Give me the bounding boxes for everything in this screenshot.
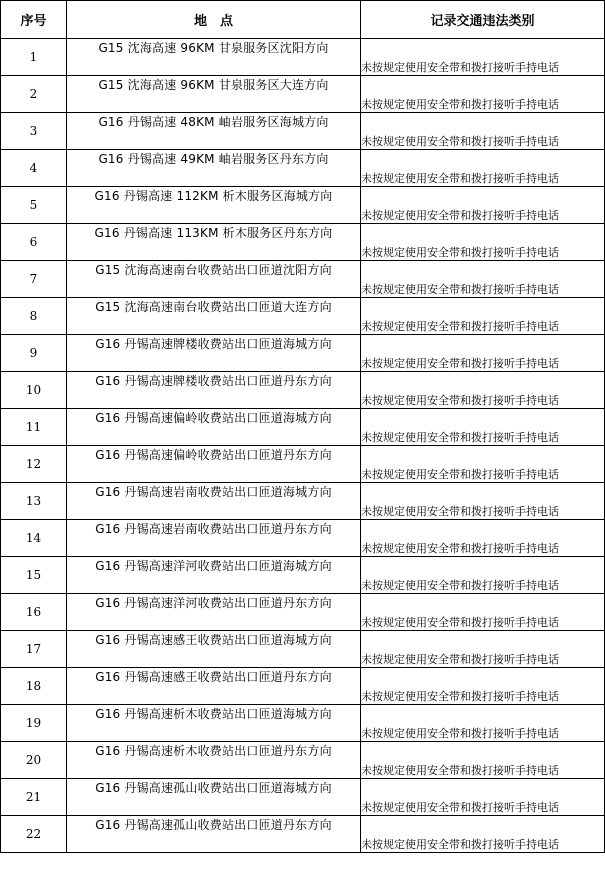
row-location: G16 丹锡高速洋河收费站出口匝道海城方向 bbox=[67, 557, 361, 594]
table-row bbox=[1, 779, 605, 816]
row-number: 16 bbox=[1, 594, 67, 631]
row-location: G16 丹锡高速孤山收费站出口匝道丹东方向 bbox=[67, 816, 361, 853]
table-row bbox=[1, 39, 605, 76]
row-violation-type: 未按规定使用安全带和拨打接听手持电话 bbox=[361, 779, 605, 816]
row-violation-type: 未按规定使用安全带和拨打接听手持电话 bbox=[361, 372, 605, 409]
row-location: G16 丹锡高速牌楼收费站出口匝道海城方向 bbox=[67, 335, 361, 372]
table-row bbox=[1, 631, 605, 668]
row-violation-type: 未按规定使用安全带和拨打接听手持电话 bbox=[361, 705, 605, 742]
table-row bbox=[1, 742, 605, 779]
table-row bbox=[1, 298, 605, 335]
row-location: G16 丹锡高速偏岭收费站出口匝道海城方向 bbox=[67, 409, 361, 446]
row-violation-type: 未按规定使用安全带和拨打接听手持电话 bbox=[361, 668, 605, 705]
row-number: 17 bbox=[1, 631, 67, 668]
row-violation-type: 未按规定使用安全带和拨打接听手持电话 bbox=[361, 520, 605, 557]
row-number: 18 bbox=[1, 668, 67, 705]
row-location: G16 丹锡高速 48KM 岫岩服务区海城方向 bbox=[67, 113, 361, 150]
table-row bbox=[1, 335, 605, 372]
row-number: 19 bbox=[1, 705, 67, 742]
row-location: G15 沈海高速 96KM 甘泉服务区沈阳方向 bbox=[67, 39, 361, 76]
table-row bbox=[1, 187, 605, 224]
header-type: 记录交通违法类别 bbox=[361, 1, 605, 39]
row-location: G16 丹锡高速 112KM 析木服务区海城方向 bbox=[67, 187, 361, 224]
row-number: 5 bbox=[1, 187, 67, 224]
table-row bbox=[1, 557, 605, 594]
row-number: 12 bbox=[1, 446, 67, 483]
row-location: G15 沈海高速 96KM 甘泉服务区大连方向 bbox=[67, 76, 361, 113]
table-row bbox=[1, 520, 605, 557]
table-body bbox=[1, 39, 605, 853]
row-number: 11 bbox=[1, 409, 67, 446]
row-location: G16 丹锡高速岩南收费站出口匝道丹东方向 bbox=[67, 520, 361, 557]
table-row bbox=[1, 668, 605, 705]
row-number: 10 bbox=[1, 372, 67, 409]
row-location: G16 丹锡高速牌楼收费站出口匝道丹东方向 bbox=[67, 372, 361, 409]
row-location: G16 丹锡高速 113KM 析木服务区丹东方向 bbox=[67, 224, 361, 261]
row-violation-type: 未按规定使用安全带和拨打接听手持电话 bbox=[361, 298, 605, 335]
row-violation-type: 未按规定使用安全带和拨打接听手持电话 bbox=[361, 187, 605, 224]
table-header-row bbox=[1, 1, 605, 39]
row-number: 14 bbox=[1, 520, 67, 557]
table-row bbox=[1, 224, 605, 261]
table-row bbox=[1, 446, 605, 483]
row-number: 7 bbox=[1, 261, 67, 298]
table-row bbox=[1, 113, 605, 150]
header-no: 序号 bbox=[1, 1, 67, 39]
row-number: 8 bbox=[1, 298, 67, 335]
row-violation-type: 未按规定使用安全带和拨打接听手持电话 bbox=[361, 483, 605, 520]
table-row bbox=[1, 76, 605, 113]
row-violation-type: 未按规定使用安全带和拨打接听手持电话 bbox=[361, 76, 605, 113]
row-location: G16 丹锡高速 49KM 岫岩服务区丹东方向 bbox=[67, 150, 361, 187]
table-row bbox=[1, 261, 605, 298]
row-number: 9 bbox=[1, 335, 67, 372]
row-violation-type: 未按规定使用安全带和拨打接听手持电话 bbox=[361, 631, 605, 668]
row-violation-type: 未按规定使用安全带和拨打接听手持电话 bbox=[361, 446, 605, 483]
row-violation-type: 未按规定使用安全带和拨打接听手持电话 bbox=[361, 335, 605, 372]
row-number: 4 bbox=[1, 150, 67, 187]
table-row bbox=[1, 594, 605, 631]
row-violation-type: 未按规定使用安全带和拨打接听手持电话 bbox=[361, 594, 605, 631]
row-location: G16 丹锡高速感王收费站出口匝道海城方向 bbox=[67, 631, 361, 668]
row-violation-type: 未按规定使用安全带和拨打接听手持电话 bbox=[361, 39, 605, 76]
row-number: 6 bbox=[1, 224, 67, 261]
row-number: 20 bbox=[1, 742, 67, 779]
row-location: G16 丹锡高速感王收费站出口匝道丹东方向 bbox=[67, 668, 361, 705]
row-location: G16 丹锡高速孤山收费站出口匝道海城方向 bbox=[67, 779, 361, 816]
row-number: 15 bbox=[1, 557, 67, 594]
row-location: G16 丹锡高速析木收费站出口匝道丹东方向 bbox=[67, 742, 361, 779]
table-row bbox=[1, 483, 605, 520]
row-location: G15 沈海高速南台收费站出口匝道沈阳方向 bbox=[67, 261, 361, 298]
row-number: 21 bbox=[1, 779, 67, 816]
row-number: 3 bbox=[1, 113, 67, 150]
row-number: 2 bbox=[1, 76, 67, 113]
row-violation-type: 未按规定使用安全带和拨打接听手持电话 bbox=[361, 557, 605, 594]
row-number: 13 bbox=[1, 483, 67, 520]
table-row bbox=[1, 816, 605, 853]
row-location: G15 沈海高速南台收费站出口匝道大连方向 bbox=[67, 298, 361, 335]
header-location: 地 点 bbox=[67, 1, 361, 39]
row-location: G16 丹锡高速偏岭收费站出口匝道丹东方向 bbox=[67, 446, 361, 483]
row-violation-type: 未按规定使用安全带和拨打接听手持电话 bbox=[361, 409, 605, 446]
row-violation-type: 未按规定使用安全带和拨打接听手持电话 bbox=[361, 150, 605, 187]
table-row bbox=[1, 150, 605, 187]
table-row bbox=[1, 372, 605, 409]
row-violation-type: 未按规定使用安全带和拨打接听手持电话 bbox=[361, 742, 605, 779]
table-row bbox=[1, 409, 605, 446]
row-violation-type: 未按规定使用安全带和拨打接听手持电话 bbox=[361, 224, 605, 261]
row-location: G16 丹锡高速洋河收费站出口匝道丹东方向 bbox=[67, 594, 361, 631]
table-row bbox=[1, 705, 605, 742]
row-violation-type: 未按规定使用安全带和拨打接听手持电话 bbox=[361, 261, 605, 298]
row-location: G16 丹锡高速析木收费站出口匝道海城方向 bbox=[67, 705, 361, 742]
row-number: 22 bbox=[1, 816, 67, 853]
row-violation-type: 未按规定使用安全带和拨打接听手持电话 bbox=[361, 113, 605, 150]
row-violation-type: 未按规定使用安全带和拨打接听手持电话 bbox=[361, 816, 605, 853]
row-location: G16 丹锡高速岩南收费站出口匝道海城方向 bbox=[67, 483, 361, 520]
row-number: 1 bbox=[1, 39, 67, 76]
